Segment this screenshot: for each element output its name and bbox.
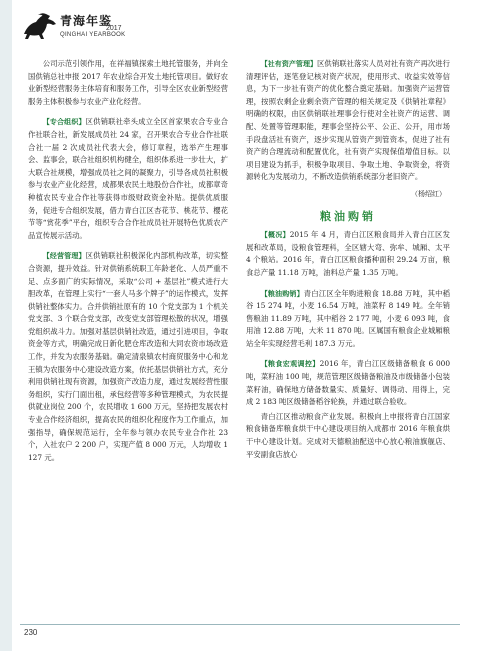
paragraph-text: 青白江区全年购进粮食 18.88 万吨，其中稻谷 15 274 吨，小麦 16.54 万吨，油菜籽 8 149 吨。全年销售粮油 11.89 万吨，其中稻谷 2 177 吨，小麦 6 093 吨，食用油 12.88 万吨，大米 11 870 吨。区属国有粮食企业城厢粮站全年实现经营毛利 187.3 万元。 [246, 288, 450, 348]
section-tag: 【概况】 [260, 231, 290, 240]
author-credit: （杨绍红） [411, 189, 446, 198]
paragraph [246, 229, 450, 279]
horse-logo-icon [20, 10, 60, 42]
section-tag: 【粮食宏观调控】 [260, 360, 320, 369]
yearbook-year: 2017 [106, 25, 122, 32]
section-tag: 【粮油购销】 [260, 289, 304, 298]
section-heading: 粮油购销 [320, 209, 376, 223]
section-tag: 【社有资产管理】 [260, 60, 318, 68]
paragraph-text: 2016 年，青白江区级储备粮食 6 000 吨，菜籽油 100 吨，规范管理区级储备粮油及市级储备小包装菜籽油，确保地方储备数量实、质量好、调得动、用得上，完成 2 183 吨区级储备稻谷轮换，并通过联合验收。 [246, 359, 450, 407]
page-gutter [0, 0, 12, 651]
paragraph-text: 区供销联社牵头成立全区首家果农合专业合作社联合社，新发展成员社 24 家，召开果农合专业合作社联合社一届 2 次成员社代表大会，修订章程，选举产生理事会、监事会，联合社组织机构健全，组织体系进一步壮大，扩大联合社规模，增强成员社之间的凝聚力，引导各成员社积极参与农业产业化经营，成都果农民土地股份合作社，成都章奇种植农民专业合作社等获得市级财政资金补贴。提供优质服务，促进专合组织发展，借力青白江区杏花节、桃花节、樱花节等“赏花季”平台，组织专合合作社成员社开展特色优质农产品宣传展示活动。 [28, 117, 228, 240]
paragraph: 公司示范引领作用，在祥福镇探索土地托管服务，并向全国供销总社申报 2017 年农业综合开发土地托管项目。做好农业新型经营服务主体培育和服务工作，引导全区农业新型经营服务主体积极参与农业产业化经营。 [28, 59, 228, 106]
left-column [28, 58, 228, 466]
paragraph [246, 288, 450, 351]
paragraph [28, 116, 228, 242]
yearbook-title: 青海年鉴 [60, 14, 113, 28]
paragraph [28, 250, 228, 464]
paragraph [246, 58, 450, 184]
paragraph-text: 区供销联社落实人员对社有资产再次进行清理评估，逐笔登记核对资产状况，使用形式、收益实效等信息，为下一步社有资产的优化整合奠定基础。加强资产运营管理，按照农剩企业剩余资产管理的相关规定及《供销社章程》明确的权限，由区供销联社理事会行使对全社资产的运营、调配、处置等管理职能，理事会坚持公平、公正、公开，用市场手段盘活社有资产，逐步实现从管资产到管资本，促进了社有资产的合理流动和配置优化，社有资产实现保值增值目标。以项目建设为抓手，积极争取项目、争取土地、争取资金，将资源转化为发展动力，不断改造供销系统部分老旧资产。 [246, 59, 450, 182]
paragraph-text: 区供销联社积极深化内部机构改革，切实整合资源，提升效益。针对供销系统职工年龄老化、人员严重不足、点多面广的实际情况，采取“公司 + 基层社”模式进行大胆改革，在管理上实行“一套人马多个牌子”的运作模式，发挥供销社整体实力。合并供销社原有的 10 个党支部为 1 个机关党支部、3 个联合党支部，改变党支部管理松散的状况，增强党组织战斗力。加强对基层供销社改造，通过引进项目，争取资金等方式，明确完成日新化肥仓库改造和大同农资市场改造工作，并发为农服务基础。确定清泉镇农村商贸服务中心和龙王镇为农服务中心建设改造方案，依托基层供销社方式，充分利用供销社现有资源，加强资产改造力度，通过发展经营性服务组织，实行门面出租，承包经营等多种管理模式，为农民提供就业岗位 200 个，农民增收 1 600 万元，坚持把发展农村专业合作经济组织，提高农民的组织化程度作为工作重点，加强指导，确保规范运行，全年参与领办农民专业合作社 23 个，入社农户 2 200 户，实现产值 8 000 万元，人均增收 1 127 元。 [28, 251, 228, 462]
paragraph [246, 358, 450, 408]
footer-divider [20, 624, 460, 625]
page-number: 230 [24, 628, 38, 637]
right-column [246, 58, 450, 463]
section-tag: 【经营管理】 [42, 252, 86, 261]
page-header [20, 6, 180, 48]
section-tag: 【专合组织】 [42, 118, 86, 127]
paragraph: 青白江区推动粮食产业发展。积极向上申报将青白江国家粮食储备库粮食烘干中心建设项目纳入成都市 2016 年粮食烘干中心建设计划。完成对天德粮油配送中心放心粮油旗舰店、平安副食店放心 [246, 411, 450, 459]
paragraph-text: 2015 年 4 月，青白江区粮食局并入青白江区发展和改革局，设粮食管理科，全区辖大弯、弥牟、城厢、太平 4 个粮站。2016 年，青白江区粮食播种面积 29.24 万亩，粮食总产量 11.18 万吨，油料总产量 1.35 万吨。 [246, 230, 450, 277]
yearbook-subtitle: QINGHAI YEARBOOK [60, 32, 126, 38]
